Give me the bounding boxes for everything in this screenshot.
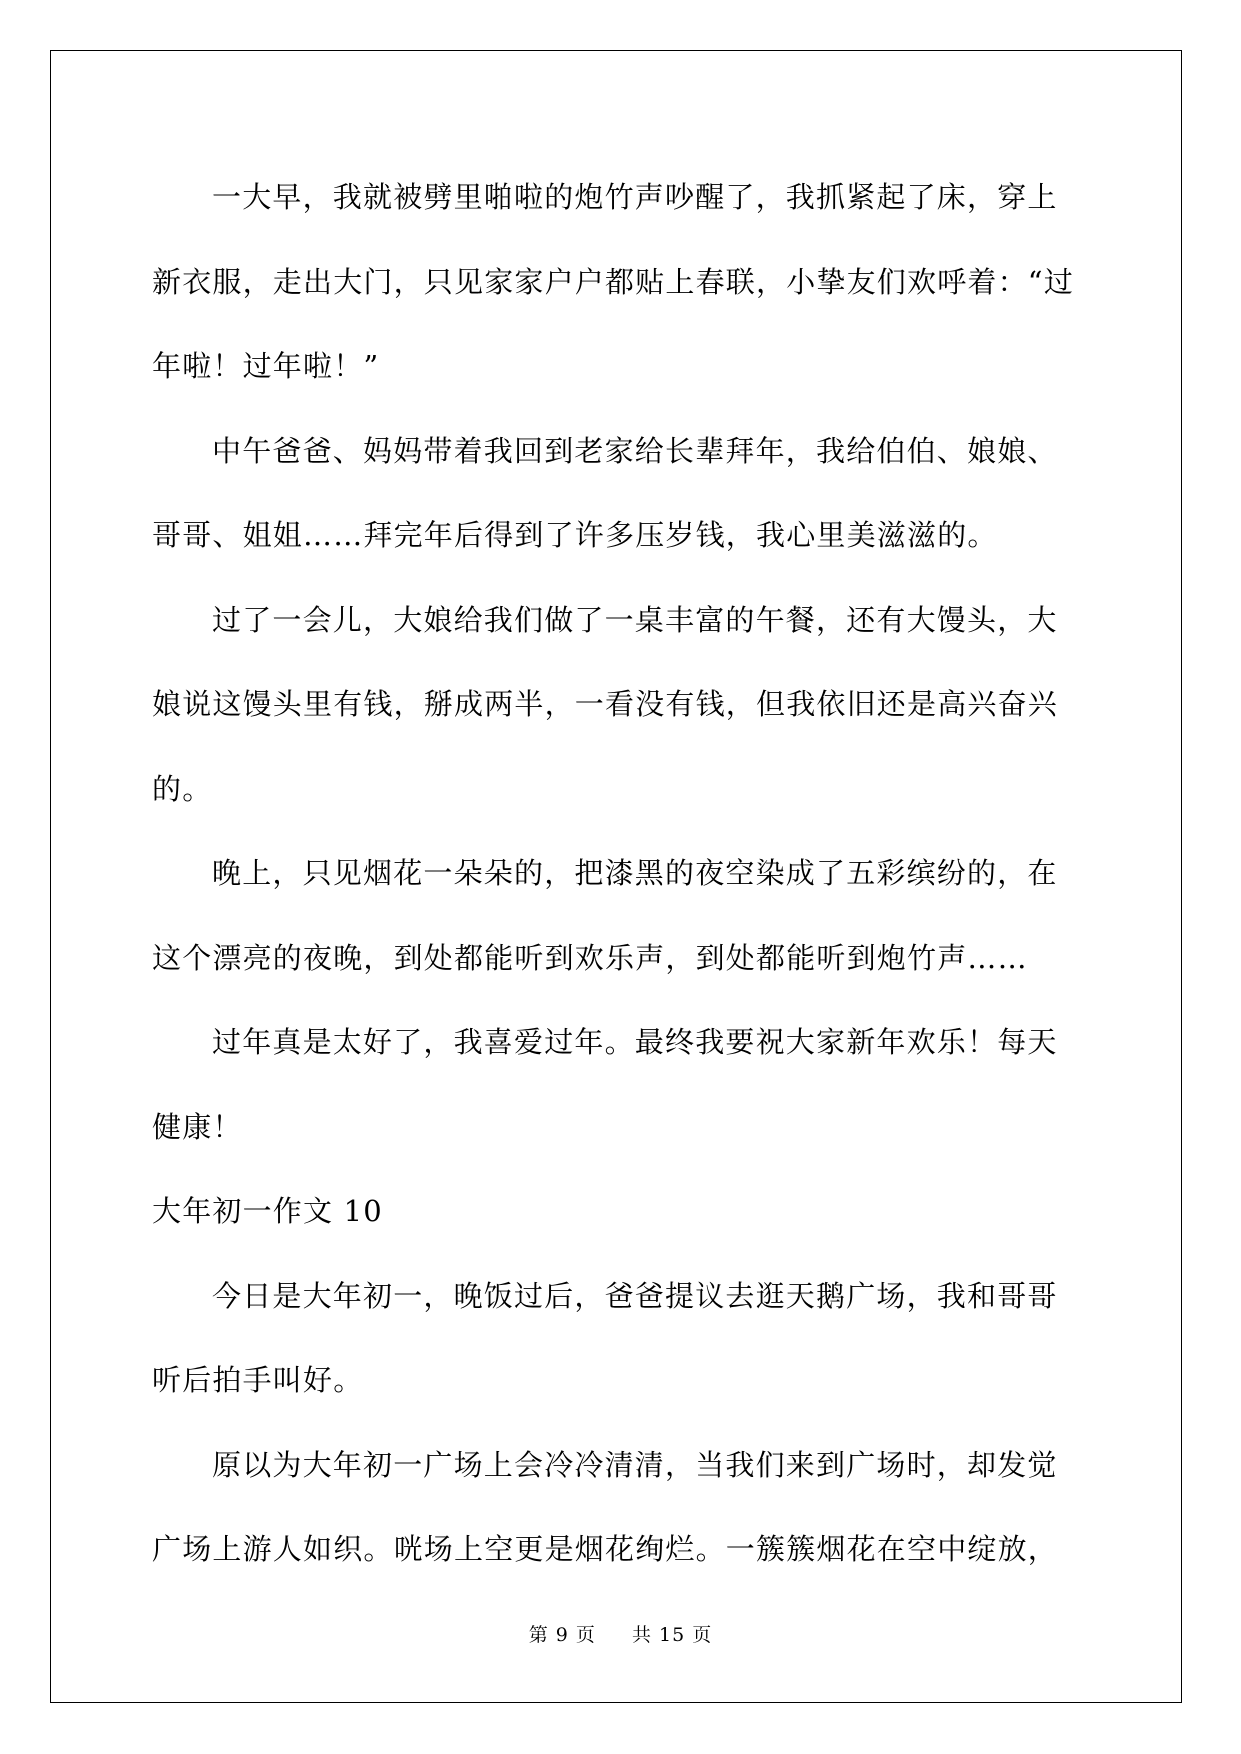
paragraph-6 (152, 1254, 1089, 1423)
text-line: 娘说这馒头里有钱，掰成两半，一看没有钱，但我依旧还是高兴奋兴 (152, 687, 1059, 721)
page-footer (0, 1620, 1241, 1647)
text-line: 的。 (152, 771, 213, 806)
paragraph-4 (152, 831, 1089, 1000)
text-line: 新衣服，走出大门，只见家家户户都贴上春联，小挚友们欢呼着：“过 (152, 264, 1075, 299)
text-line: 听后拍手叫好。 (152, 1363, 364, 1397)
document-body (152, 155, 1089, 1592)
page-number: 第 9 页 (528, 1624, 596, 1646)
text-line: 中午爸爸、妈妈带着我回到老家给长辈拜年，我给伯伯、娘娘、 (212, 433, 1058, 468)
text-line: 过了一会儿，大娘给我们做了一桌丰富的午餐，还有大馒头，大 (212, 602, 1058, 637)
text-line: 一大早，我就被劈里啪啦的炮竹声吵醒了，我抓紧起了床，穿上 (212, 180, 1058, 214)
text-line: 这个漂亮的夜晚，到处都能听到欢乐声，到处都能听到炮竹声…… (152, 940, 1028, 975)
text-line: 广场上游人如织。咣场上空更是烟花绚烂。一簇簇烟花在空中绽放， (152, 1532, 1059, 1566)
paragraph-3 (152, 578, 1089, 832)
text-line: 晚上，只见烟花一朵朵的，把漆黑的夜空染成了五彩缤纷的，在 (212, 856, 1058, 890)
text-line: 今日是大年初一，晚饭过后，爸爸提议去逛天鹅广场，我和哥哥 (212, 1278, 1058, 1313)
paragraph-1 (152, 155, 1089, 409)
text-line: 原以为大年初一广场上会冷冷清清，当我们来到广场时，却发觉 (212, 1447, 1058, 1482)
text-line: 过年真是太好了，我喜爱过年。最终我要祝大家新年欢乐！每天 (212, 1025, 1058, 1059)
paragraph-5 (152, 1000, 1089, 1169)
paragraph-7 (152, 1423, 1089, 1592)
paragraph-2 (152, 409, 1089, 578)
section-heading: 大年初一作文 10 (152, 1194, 383, 1228)
page-total: 共 15 页 (632, 1624, 713, 1646)
text-line: 健康！ (152, 1109, 243, 1144)
text-line: 哥哥、姐姐……拜完年后得到了许多压岁钱，我心里美滋滋的。 (152, 518, 998, 552)
text-line: 年啦！过年啦！” (152, 349, 380, 383)
